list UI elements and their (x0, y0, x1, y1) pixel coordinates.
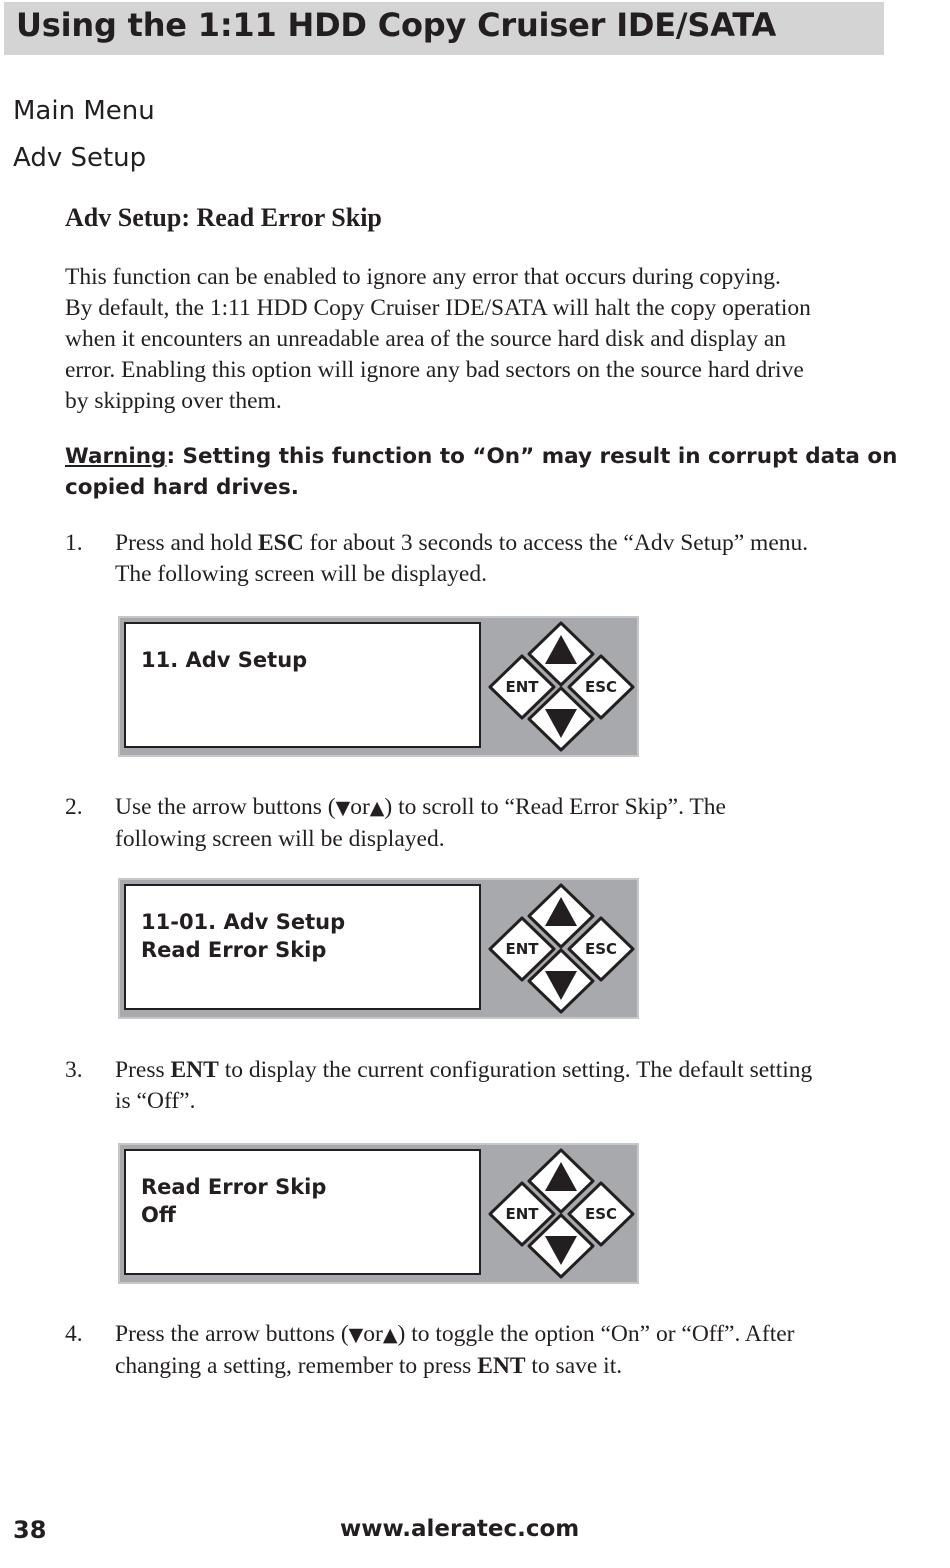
step-text: is “Off”. (115, 1088, 196, 1114)
step-text: following screen will be displayed. (115, 826, 445, 852)
warning-text: : Setting this function to “On” may result in corrupt data on (166, 444, 898, 469)
step-number: 2. (65, 794, 83, 820)
up-arrow-icon: ▲ (382, 1324, 398, 1346)
down-arrow-icon: ▼ (335, 797, 351, 819)
step-4 (65, 1319, 885, 1381)
esc-key-label: ESC (584, 940, 618, 958)
intro-paragraph (65, 262, 880, 417)
intro-line: by skipping over them. (65, 388, 282, 414)
step-text: Use the arrow buttons ( (115, 794, 336, 820)
step-3 (65, 1055, 885, 1117)
lcd-line-1: Read Error Skip (141, 1175, 327, 1199)
step-text: to save it. (525, 1353, 623, 1379)
lcd-line-1: 11-01. Adv Setup (141, 910, 346, 934)
warning-label: Warning (65, 444, 167, 469)
step-text: or (350, 794, 370, 820)
footer-url: www.aleratec.com (340, 1516, 580, 1542)
keypad (486, 1145, 638, 1282)
ent-key-ref: ENT (170, 1057, 219, 1083)
step-text: Press (115, 1057, 171, 1083)
ent-key-label: ENT (505, 678, 539, 696)
intro-line: This function can be enabled to ignore any error that occurs during copying. (65, 264, 781, 290)
intro-line: By default, the 1:11 HDD Copy Cruiser IDE/SATA will halt the copy operation (65, 295, 811, 321)
step-text: ) to scroll to “Read Error Skip”. The (384, 794, 726, 820)
warning-note (65, 441, 898, 503)
step-text: The following screen will be displayed. (115, 561, 487, 587)
step-1 (65, 528, 885, 590)
step-2 (65, 792, 885, 854)
ent-key-label: ENT (505, 940, 539, 958)
page-number: 38 (13, 1516, 47, 1544)
lcd-line-2: Read Error Skip (141, 938, 327, 962)
ent-key-label: ENT (505, 1205, 539, 1223)
intro-line: when it encounters an unreadable area of the source hard disk and display an (65, 326, 787, 352)
lcd-panel (118, 878, 639, 1019)
ent-key-ref: ENT (477, 1353, 526, 1379)
lcd-screen (124, 1149, 481, 1275)
step-text: for about 3 seconds to access the “Adv Setup” menu. (303, 530, 809, 556)
section-heading-adv-setup: Adv Setup (13, 143, 147, 173)
page-title: Using the 1:11 HDD Copy Cruiser IDE/SATA (16, 6, 777, 44)
lcd-panel (118, 1143, 639, 1284)
keypad (486, 618, 638, 755)
step-text: or (363, 1321, 383, 1347)
up-arrow-icon: ▲ (369, 797, 385, 819)
section-heading-main-menu: Main Menu (13, 96, 155, 126)
lcd-line-2: Off (141, 1203, 176, 1227)
step-text: to display the current configuration setting. The default setting (218, 1057, 813, 1083)
esc-key-label: ESC (584, 678, 618, 696)
esc-key-ref: ESC (257, 530, 304, 556)
step-number: 1. (65, 530, 83, 556)
lcd-screen (124, 622, 481, 748)
down-arrow-icon: ▼ (348, 1324, 364, 1346)
step-text: ) to toggle the option “On” or “Off”. After (397, 1321, 795, 1347)
lcd-line-1: 11. Adv Setup (141, 648, 308, 672)
lcd-panel (118, 616, 639, 757)
intro-line: error. Enabling this option will ignore any bad sectors on the source hard drive (65, 357, 804, 383)
esc-key-label: ESC (584, 1205, 618, 1223)
lcd-screen (124, 884, 481, 1010)
keypad (486, 880, 638, 1017)
step-text: Press the arrow buttons ( (115, 1321, 349, 1347)
step-text: changing a setting, remember to press (115, 1353, 478, 1379)
step-number: 3. (65, 1057, 83, 1083)
header-bar (4, 2, 884, 55)
step-number: 4. (65, 1321, 83, 1347)
step-text: Press and hold (115, 530, 258, 556)
warning-text-continued: copied hard drives. (65, 475, 299, 500)
subsection-title: Adv Setup: Read Error Skip (65, 203, 382, 232)
